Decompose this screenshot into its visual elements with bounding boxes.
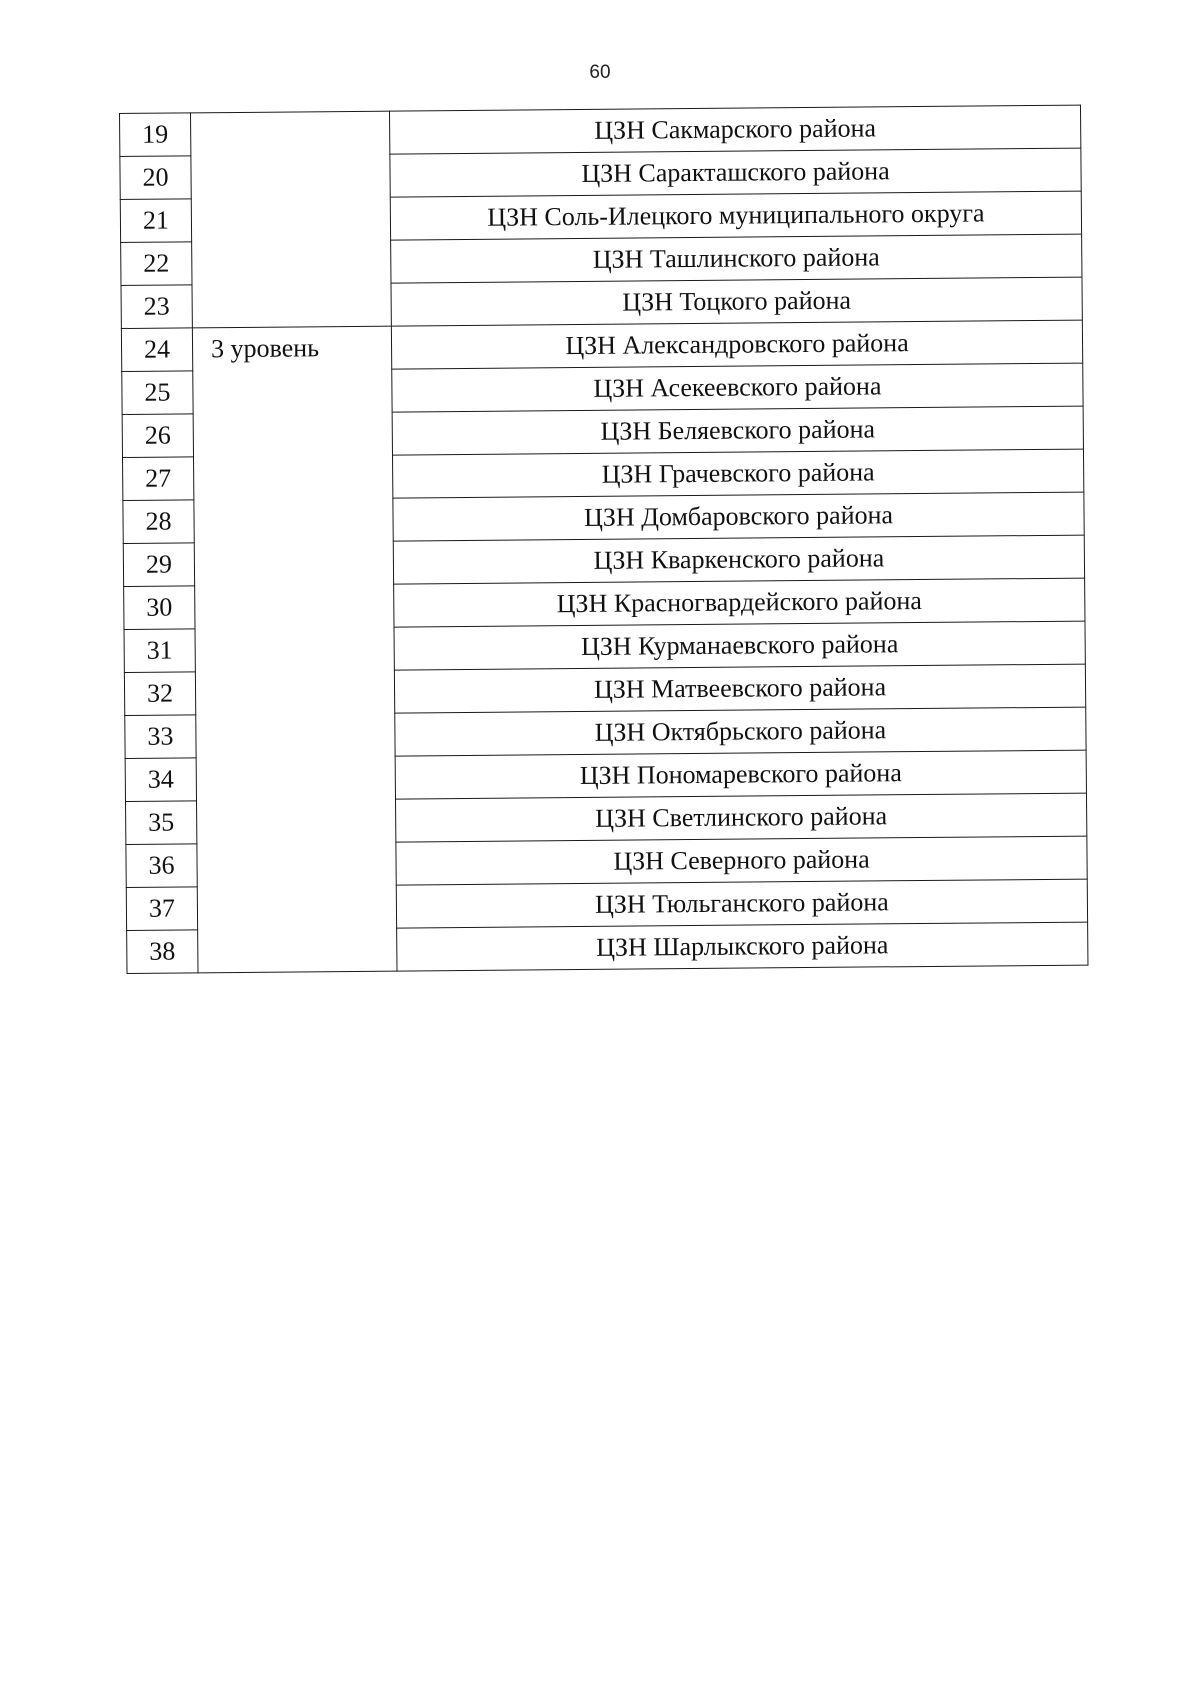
row-number: 20 bbox=[120, 156, 191, 200]
row-number: 29 bbox=[123, 543, 194, 587]
center-name: ЦЗН Асекеевского района bbox=[392, 363, 1083, 412]
center-name: ЦЗН Соль-Илецкого муниципального округа bbox=[390, 191, 1081, 240]
row-number: 22 bbox=[121, 242, 192, 286]
center-name: ЦЗН Северного района bbox=[396, 836, 1087, 885]
center-name: ЦЗН Ташлинского района bbox=[391, 234, 1082, 283]
level-cell-continued bbox=[191, 111, 392, 328]
row-number: 26 bbox=[122, 414, 193, 458]
level-cell: 3 уровень bbox=[192, 326, 397, 973]
center-name: ЦЗН Саракташского района bbox=[390, 148, 1081, 197]
row-number: 21 bbox=[120, 199, 191, 243]
page-number: 60 bbox=[589, 62, 611, 83]
row-number: 23 bbox=[121, 285, 192, 329]
row-number: 32 bbox=[124, 672, 195, 716]
center-name: ЦЗН Тоцкого района bbox=[391, 277, 1082, 326]
center-name: ЦЗН Курманаевского района bbox=[394, 621, 1085, 670]
row-number: 36 bbox=[126, 844, 197, 888]
center-name: ЦЗН Пономаревского района bbox=[395, 750, 1086, 799]
row-number: 34 bbox=[125, 758, 196, 802]
row-number: 33 bbox=[125, 715, 196, 759]
center-name: ЦЗН Сакмарского района bbox=[389, 105, 1080, 154]
center-name: ЦЗН Октябрьского района bbox=[395, 707, 1086, 756]
row-number: 28 bbox=[123, 500, 194, 544]
center-name: ЦЗН Домбаровского района bbox=[393, 492, 1084, 541]
center-name: ЦЗН Беляевского района bbox=[392, 406, 1083, 455]
row-number: 27 bbox=[123, 457, 194, 501]
row-number: 38 bbox=[127, 930, 198, 974]
center-name: ЦЗН Матвеевского района bbox=[394, 664, 1085, 713]
center-name: ЦЗН Кваркенского района bbox=[393, 535, 1084, 584]
center-name: ЦЗН Грачевского района bbox=[392, 449, 1083, 498]
center-name: ЦЗН Красногвардейского района bbox=[394, 578, 1085, 627]
row-number: 19 bbox=[120, 113, 191, 157]
registry-table bbox=[119, 105, 1088, 974]
center-name: ЦЗН Светлинского района bbox=[395, 793, 1086, 842]
center-name: ЦЗН Александровского района bbox=[391, 320, 1082, 369]
row-number: 37 bbox=[126, 887, 197, 931]
row-number: 25 bbox=[122, 371, 193, 415]
registry-table-container bbox=[119, 105, 1088, 974]
row-number: 30 bbox=[124, 586, 195, 630]
row-number: 35 bbox=[126, 801, 197, 845]
row-number: 24 bbox=[121, 328, 192, 372]
registry-table-body bbox=[120, 105, 1088, 973]
row-number: 31 bbox=[124, 629, 195, 673]
center-name: ЦЗН Шарлыкского района bbox=[397, 922, 1088, 971]
center-name: ЦЗН Тюльганского района bbox=[396, 879, 1087, 928]
